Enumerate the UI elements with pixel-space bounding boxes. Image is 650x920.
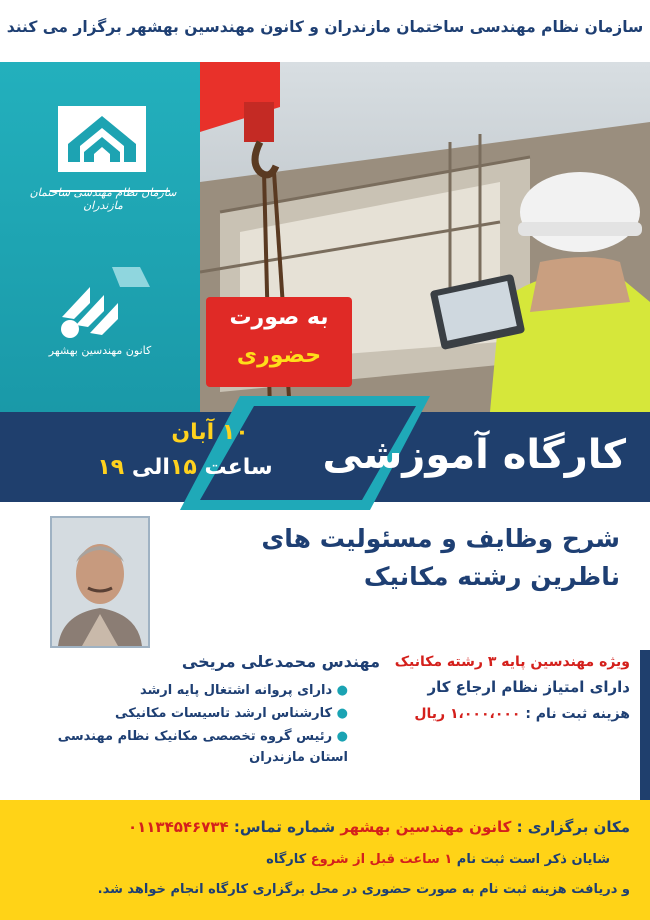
venue-label: مکان برگزاری : xyxy=(511,818,630,836)
time-start: ۱۵ xyxy=(169,455,197,480)
event-title: کارگاه آموزشی xyxy=(322,432,626,478)
speaker-photo xyxy=(50,516,150,648)
organizers-line: سازمان نظام مهندسی ساختمان مازندران و کانون مهندسین بهشهر برگزار می کنند xyxy=(6,18,644,36)
bullet-icon: ● xyxy=(332,706,348,721)
subject-line2: ناظرین رشته مکانیک xyxy=(363,562,620,591)
speaker-portrait-image xyxy=(52,518,148,646)
note-line1: شایان ذکر است ثبت نام ۱ ساعت قبل از شروع کارگاه xyxy=(266,852,610,867)
footer xyxy=(0,800,650,920)
subject-line1: شرح وظایف و مسئولیت های xyxy=(261,524,620,553)
bullet-icon: ● xyxy=(332,683,348,698)
event-time xyxy=(70,455,300,480)
registration-fee xyxy=(360,706,630,722)
workshop-subject xyxy=(261,520,620,596)
referral-points: دارای امتیاز نظام ارجاع کار xyxy=(427,678,630,696)
venue-line xyxy=(128,818,630,836)
phone-label: شماره تماس: xyxy=(228,818,336,836)
venue-name: کانون مهندسین بهشهر xyxy=(340,818,512,836)
org-logo-icon xyxy=(0,82,200,242)
fee-label: هزینه ثبت نام : xyxy=(520,706,630,722)
time-end: ۱۹ xyxy=(97,455,125,480)
bullet-icon: ● xyxy=(332,729,348,744)
speaker-credentials xyxy=(20,678,348,770)
credential-item: ● دارای پروانه اشتغال پایه ارشد xyxy=(139,683,348,698)
logo-panel xyxy=(0,62,200,412)
badge-line2: حضوری xyxy=(236,343,322,368)
kanoon-logo-text: کانون مهندسین بهشهر xyxy=(48,344,152,357)
audience-info xyxy=(360,654,630,722)
special-audience: ویژه مهندسین پایه ۳ رشته مکانیک xyxy=(394,654,630,670)
phone-number: ۰۱۱۳۴۵۴۶۷۳۴ xyxy=(127,818,229,836)
kanoon-logo-icon xyxy=(0,247,200,347)
credential-item: ● کارشناس ارشد تاسیسات مکانیکی xyxy=(115,706,348,721)
accent-bar xyxy=(640,650,650,800)
event-date xyxy=(120,420,300,445)
event-date-text: ۱۰ آبان xyxy=(171,420,249,445)
note-line2: و دریافت هزینه ثبت نام به صورت حضوری در محل برگزاری کارگاه انجام خواهد شد. xyxy=(97,882,630,897)
time-prefix: ساعت xyxy=(196,455,273,480)
time-mid: الی xyxy=(124,455,170,480)
in-person-badge xyxy=(206,297,352,387)
badge-line1: به صورت xyxy=(229,305,329,330)
speaker-name: مهندس محمدعلی مریخی xyxy=(181,652,380,671)
header-bar xyxy=(0,0,650,62)
credential-item: ● رئیس گروه تخصصی مکانیک نظام مهندسی استان مازندران xyxy=(57,729,348,765)
fee-amount: ۱،۰۰۰،۰۰۰ ریال xyxy=(414,706,521,722)
org-logo-text: سازمان نظام مهندسی ساختمان مازندران xyxy=(29,186,177,212)
